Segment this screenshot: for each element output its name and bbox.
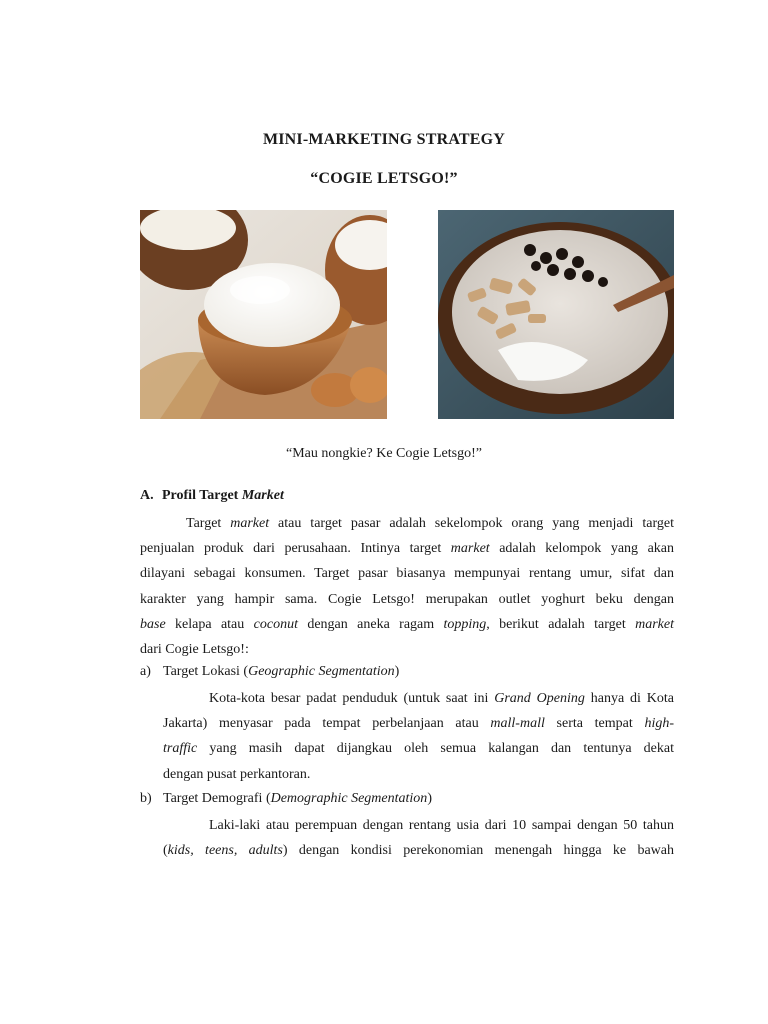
text-segment: ( <box>163 843 168 859</box>
item-b-label-italic: Demographic Segmentation <box>270 791 428 806</box>
text-segment: penjualan produk dari perusahaan. Intinya target <box>140 541 451 557</box>
text-segment: Kota-kota besar padat penduduk (untuk saat ini <box>209 691 495 706</box>
italic-term: kids, teens, adults <box>167 843 283 859</box>
italic-term: high- <box>644 716 674 732</box>
italic-term: traffic <box>163 741 198 757</box>
document-title: MINI-MARKETING STRATEGY <box>262 131 506 148</box>
intro-paragraph <box>140 511 674 662</box>
yoghurt-bowl-photo <box>140 210 387 419</box>
text-line <box>163 736 674 761</box>
list-item-b <box>140 791 432 807</box>
section-a-label: Profil Target <box>162 488 242 503</box>
section-a-letter: A. <box>140 488 154 503</box>
text-segment: adalah kelompok yang akan <box>489 541 674 557</box>
list-item-a <box>140 664 399 680</box>
text-segment: hanya di Kota <box>584 691 674 706</box>
text-line <box>163 838 674 863</box>
text-segment: atau target pasar adalah sekelompok orang yang menjadi target <box>269 516 674 531</box>
italic-term: topping <box>443 616 487 632</box>
text-segment: kelapa atau <box>165 616 254 632</box>
text-segment: Jakarta) menyasar pada tempat perbelanjaan atau <box>163 716 491 732</box>
italic-term: market <box>230 516 270 531</box>
section-a-heading <box>140 488 284 504</box>
italic-term: base <box>140 616 166 632</box>
item-a-label-italic: Geographic Segmentation <box>248 664 395 679</box>
text-line <box>140 536 674 561</box>
text-line <box>163 813 674 838</box>
list-marker-a: a) <box>140 664 151 679</box>
text-line <box>163 686 674 711</box>
italic-term: market <box>635 616 674 632</box>
slogan-caption: “Mau nongkie? Ke Cogie Letsgo!” <box>286 446 482 461</box>
text-segment: dengan aneka ragam <box>297 616 444 632</box>
item-b-paragraph <box>163 813 674 863</box>
text-segment: Laki-laki atau perempuan dengan rentang usia dari 10 sampai dengan 50 tahun <box>209 818 674 833</box>
text-segment: serta tempat <box>544 716 645 732</box>
text-line <box>140 561 674 586</box>
text-segment: karakter yang hampir sama. Cogie Letsgo! merupakan outlet yoghurt beku dengan <box>140 591 674 607</box>
list-marker-b: b) <box>140 791 152 806</box>
item-a-label-close: ) <box>394 664 400 679</box>
item-a-paragraph <box>163 686 674 787</box>
text-line <box>140 637 674 662</box>
section-a-label-italic: Market <box>241 488 284 503</box>
document-subtitle: “COGIE LETSGO!” <box>310 170 458 187</box>
item-b-label: Target Demografi ( <box>163 791 271 806</box>
text-segment: dengan pusat perkantoran. <box>163 766 311 782</box>
italic-term: market <box>450 541 490 557</box>
text-segment: Target <box>186 516 231 531</box>
italic-term: coconut <box>253 616 298 632</box>
text-line <box>163 711 674 736</box>
text-segment: dilayani sebagai konsumen. Target pasar biasanya mempunyai rentang umur, sifat dan <box>140 566 674 582</box>
text-segment: dari Cogie Letsgo!: <box>140 641 249 657</box>
text-segment: yang masih dapat dijangkau oleh semua kalangan dan tentunya dekat <box>197 741 674 757</box>
italic-term: mall-mall <box>490 716 545 732</box>
text-line <box>140 587 674 612</box>
item-a-label: Target Lokasi ( <box>163 664 249 679</box>
italic-term: Grand Opening <box>494 691 585 706</box>
item-b-label-close: ) <box>427 791 432 806</box>
text-line <box>140 612 674 637</box>
text-line <box>163 762 674 787</box>
text-segment: ) dengan kondisi perekonomian menengah hingga ke bawah <box>282 843 674 859</box>
text-segment: , berikut adalah target <box>486 616 636 632</box>
smoothie-bowl-photo <box>438 210 674 419</box>
text-line <box>140 511 674 536</box>
